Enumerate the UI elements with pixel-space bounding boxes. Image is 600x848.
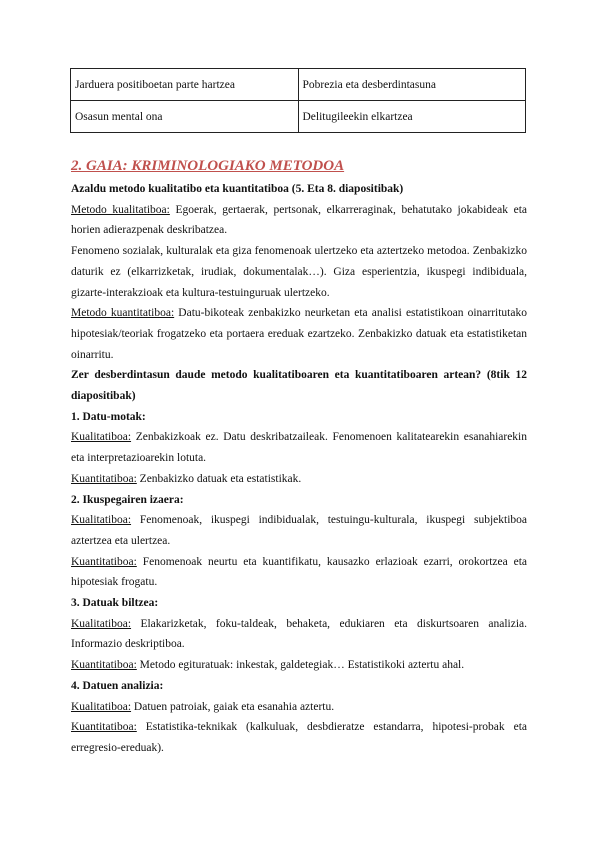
qualitative-item: [71, 614, 527, 655]
qualitative-item: [71, 510, 527, 551]
item-text: Zenbakizko datuak eta estatistikak.: [136, 472, 302, 485]
item-text: Zenbakizkoak ez. Datu deskribatzaileak. Fenomenoen kalitatearekin esanahiarekin eta interpretazioarekin lotuta.: [71, 431, 527, 465]
qualitative-item: [71, 697, 527, 718]
item-text: Fenomenoak, ikuspegi indibidualak, testuingu-kulturala, ikuspegi subjektiboa aztertzea eta ulertzea.: [71, 514, 527, 547]
qualitative-item: [71, 427, 527, 468]
qualitative-label: Metodo kualitatiboa:: [71, 203, 170, 216]
section-title: 2. GAIA: KRIMINOLOGIAKO METODOA: [71, 158, 345, 174]
table-cell: Jarduera positiboetan parte hartzea: [71, 69, 299, 101]
quantitative-item: [71, 552, 527, 593]
item-label: Kuantitatiboa:: [71, 659, 137, 672]
item-label: Kualitatiboa:: [71, 431, 132, 444]
table-cell: Osasun mental ona: [71, 101, 299, 133]
table-cell: Delitugileekin elkartzea: [298, 101, 526, 133]
item-label: Kuantitatiboa:: [71, 472, 137, 485]
factors-table: [70, 68, 526, 133]
quantitative-definition: [71, 303, 527, 365]
item-label: Kualitatiboa:: [71, 700, 132, 713]
table-row: [71, 69, 526, 101]
differences-question: Zer desberdintasun daude metodo kualitatiboaren eta kuantitatiboaren artean? (8tik 12 diapositibak): [71, 369, 527, 403]
document-content: [71, 154, 527, 759]
quantitative-text: Datu-bikoteak zenbakizko neurketan eta analisi estatistikoan oinarritutako hipotesiak/teoriak frogatzeko eta portaera ereduak ezartzeko. Zenbakizko datuak eta estatistiketan oinarritu.: [71, 307, 527, 361]
table-cell: Pobrezia eta desberdintasuna: [298, 69, 526, 101]
item-text: Metodo egituratuak: inkestak, galdetegiak… Estatistikoki aztertu ahal.: [136, 659, 465, 672]
table-row: [71, 101, 526, 133]
item-label: Kuantitatiboa:: [71, 555, 137, 568]
quantitative-label: Metodo kuantitatiboa:: [71, 307, 175, 320]
item-label: Kuantitatiboa:: [71, 721, 137, 734]
subsection-heading: 4. Datuen analizia:: [71, 679, 164, 692]
intro-heading: Azaldu metodo kualitatibo eta kuantitatiboa (5. Eta 8. diapositibak): [71, 183, 404, 195]
item-text: Estatistika-teknikak (kalkuluak, desbdieratze estandarra, hipotesi-probak eta erregresio-ereduak).: [71, 721, 527, 754]
qualitative-definition: [71, 200, 527, 241]
subsection-heading: 2. Ikuspegairen izaera:: [71, 493, 184, 506]
qualitative-paragraph: Fenomeno sozialak, kulturalak eta giza fenomenoak ulertzeko eta aztertzeko metodoa. Zenbakizko daturik ez (elkarrizketak, irudiak, dokumentalak…). Giza esperientzia, ikuspegi indibiduala, gizarte-interakzioak eta kultura-testuinguruak ulertzeko.: [71, 245, 527, 299]
item-text: Fenomenoak neurtu eta kuantifikatu, kausazko erlazioak ezarri, orokortzea eta hipotesiak frogatu.: [71, 555, 527, 589]
quantitative-item: [71, 469, 527, 490]
qualitative-text: Egoerak, gertaerak, pertsonak, elkarreraginak, behatutako jokabideak eta horien adierazpenak deskribatzea.: [71, 203, 527, 237]
item-label: Kualitatiboa:: [71, 514, 132, 527]
quantitative-item: [71, 717, 527, 758]
item-text: Elakarizketak, foku-taldeak, behaketa, edukiaren eta diskurtsoaren analizia. Informazio deskriptiboa.: [71, 617, 527, 651]
subsection-heading: 3. Datuak biltzea:: [71, 597, 159, 610]
item-text: Datuen patroiak, gaiak eta esanahia aztertu.: [131, 700, 335, 713]
quantitative-item: [71, 655, 527, 676]
item-label: Kualitatiboa:: [71, 617, 132, 630]
subsection-heading: 1. Datu-motak:: [71, 410, 146, 423]
